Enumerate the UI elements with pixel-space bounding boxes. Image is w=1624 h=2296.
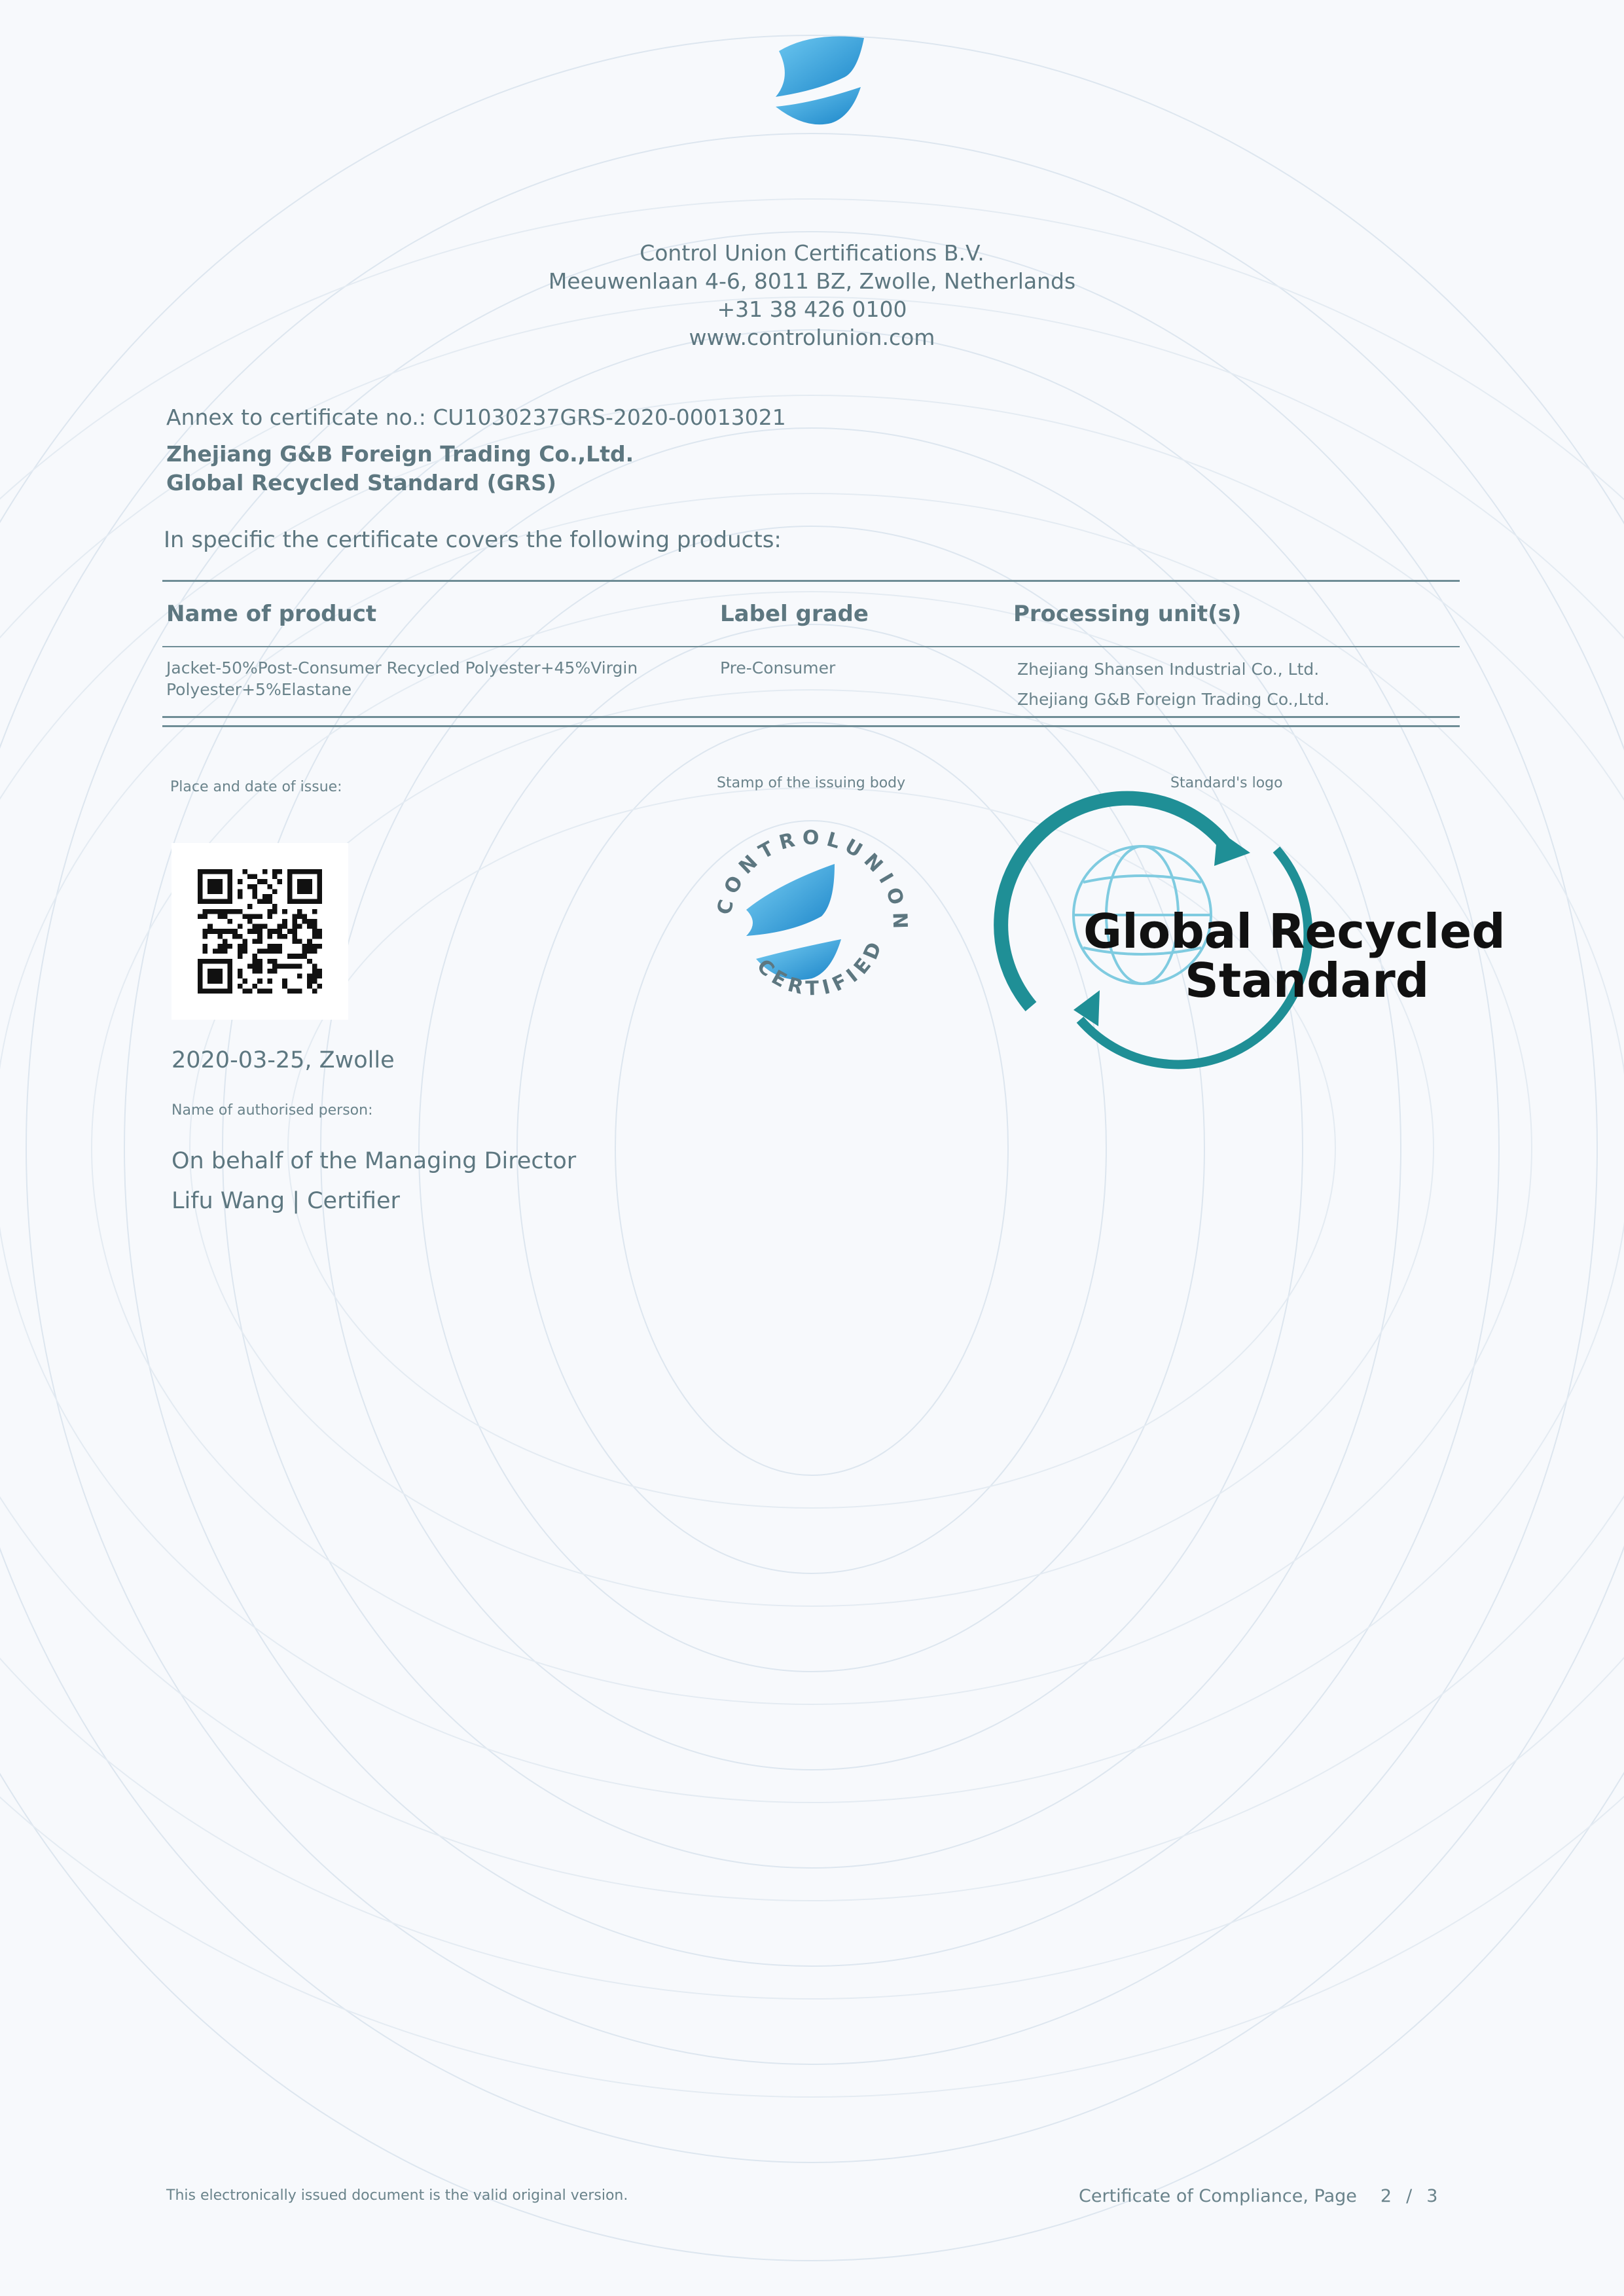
- processing-unit: Zhejiang Shansen Industrial Co., Ltd.: [1017, 660, 1320, 679]
- header-processing-units: Processing unit(s): [1013, 601, 1242, 627]
- issue-date-place: 2020-03-25, Zwolle: [171, 1047, 395, 1073]
- authorised-label: Name of authorised person:: [171, 1102, 373, 1119]
- product-name-line1: Jacket-50%Post-Consumer Recycled Polyester+45%Virgin: [166, 658, 638, 677]
- place-date-label: Place and date of issue:: [170, 779, 342, 795]
- page-label: Certificate of Compliance, Page: [1079, 2186, 1357, 2206]
- page-indicator: [1079, 2186, 1437, 2206]
- on-behalf-text: On behalf of the Managing Director: [171, 1148, 577, 1174]
- product-name-line2: Polyester+5%Elastane: [166, 680, 352, 699]
- stamp-bottom-text: CERTIFIED: [752, 934, 889, 1001]
- page-total: 3: [1426, 2186, 1438, 2206]
- label-grade: Pre-Consumer: [720, 658, 836, 677]
- intro-text: In specific the certificate covers the following products:: [164, 527, 782, 553]
- stamp-label: Stamp of the issuing body: [717, 775, 906, 791]
- control-union-logo: [766, 31, 871, 130]
- company-name: Zhejiang G&B Foreign Trading Co.,Ltd.: [166, 441, 634, 467]
- org-phone: +31 38 426 0100: [717, 296, 907, 322]
- footer-note: This electronically issued document is the valid original version.: [166, 2187, 628, 2204]
- annex-line: Annex to certificate no.: CU1030237GRS-2020-00013021: [166, 404, 786, 430]
- processing-unit: Zhejiang G&B Foreign Trading Co.,Ltd.: [1017, 690, 1330, 709]
- authorised-person: Lifu Wang | Certifier: [171, 1188, 400, 1214]
- grs-logo-line2: Standard: [1185, 953, 1430, 1008]
- global-recycled-standard-logo: [1001, 823, 1506, 1033]
- table-bottom-rule: [162, 716, 1460, 718]
- org-name: Control Union Certifications B.V.: [640, 240, 984, 266]
- table-header-rule: [162, 646, 1460, 647]
- table-bottom-rule-2: [162, 725, 1460, 727]
- page-number: 2: [1380, 2186, 1392, 2206]
- page-separator: /: [1406, 2186, 1413, 2206]
- table-top-rule: [162, 580, 1460, 582]
- header-label-grade: Label grade: [720, 601, 869, 627]
- header-product: Name of product: [166, 601, 377, 627]
- grs-logo-line1: Global Recycled: [1083, 904, 1506, 959]
- org-address: Meeuwenlaan 4-6, 8011 BZ, Zwolle, Netherlands: [548, 268, 1076, 294]
- standard-name: Global Recycled Standard (GRS): [166, 470, 556, 495]
- qr-code: [171, 843, 348, 1020]
- stamp-top-text: CONTROLUNION: [712, 826, 912, 936]
- control-union-certified-stamp: [700, 818, 923, 1034]
- org-website: www.controlunion.com: [689, 325, 935, 350]
- standard-logo-label: Standard's logo: [1170, 775, 1283, 791]
